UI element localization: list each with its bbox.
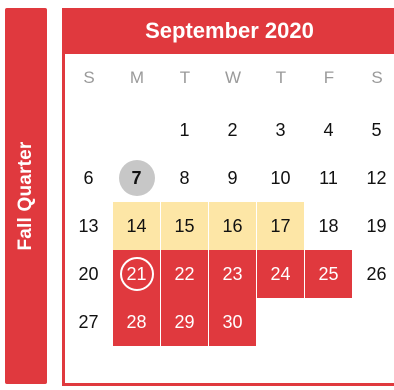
day-cell[interactable]: 6 — [83, 167, 94, 188]
day-cell-quarter[interactable]: 23 — [209, 250, 256, 298]
day-cell[interactable]: 4 — [323, 119, 334, 140]
day-cell-quarter[interactable]: 28 — [113, 298, 160, 346]
day-cell[interactable]: 1 — [179, 119, 190, 140]
day-cell-quarter[interactable]: 30 — [209, 298, 256, 346]
day-cell[interactable]: 19 — [366, 215, 387, 236]
day-cell[interactable]: 5 — [371, 119, 382, 140]
quarter-sidebar — [5, 8, 47, 384]
weekday-header-row — [65, 54, 394, 102]
weekday-tue: T — [179, 68, 191, 87]
calendar — [62, 8, 394, 386]
day-cell[interactable]: 13 — [78, 215, 99, 236]
today-marker: 7 — [119, 160, 155, 196]
day-cell-today[interactable] — [113, 154, 160, 202]
day-cell-highlight[interactable]: 17 — [257, 202, 304, 250]
weekday-sun: S — [83, 68, 95, 87]
day-cell-highlight[interactable]: 14 — [113, 202, 160, 250]
weekday-thu: T — [275, 68, 287, 87]
day-cell[interactable]: 12 — [366, 167, 387, 188]
day-cell[interactable]: 3 — [275, 119, 286, 140]
day-cell[interactable]: 27 — [78, 311, 99, 332]
weekday-fri: F — [323, 68, 335, 87]
day-cell-quarter[interactable]: 29 — [161, 298, 208, 346]
month-title: September 2020 — [62, 8, 394, 54]
weekday-wed: W — [224, 68, 242, 87]
day-cell-quarter[interactable]: 22 — [161, 250, 208, 298]
day-cell[interactable]: 11 — [319, 167, 338, 188]
day-cell-quarter[interactable]: 24 — [257, 250, 304, 298]
day-cell[interactable]: 20 — [78, 263, 99, 284]
quarter-label: Fall Quarter — [15, 141, 36, 251]
day-cell[interactable]: 18 — [318, 215, 339, 236]
quarter-start-ring: 21 — [120, 257, 154, 291]
day-cell-highlight[interactable]: 16 — [209, 202, 256, 250]
weekday-sat: S — [371, 68, 383, 87]
day-cell[interactable]: 8 — [179, 167, 190, 188]
day-cell[interactable]: 2 — [227, 119, 238, 140]
day-cell[interactable]: 26 — [366, 263, 387, 284]
day-cell[interactable]: 9 — [227, 167, 238, 188]
day-cell[interactable]: 10 — [270, 167, 291, 188]
day-cell-highlight[interactable]: 15 — [161, 202, 208, 250]
day-cell-quarter[interactable]: 25 — [305, 250, 352, 298]
weekday-mon: M — [129, 68, 145, 87]
day-cell-quarter-start[interactable] — [113, 250, 160, 298]
